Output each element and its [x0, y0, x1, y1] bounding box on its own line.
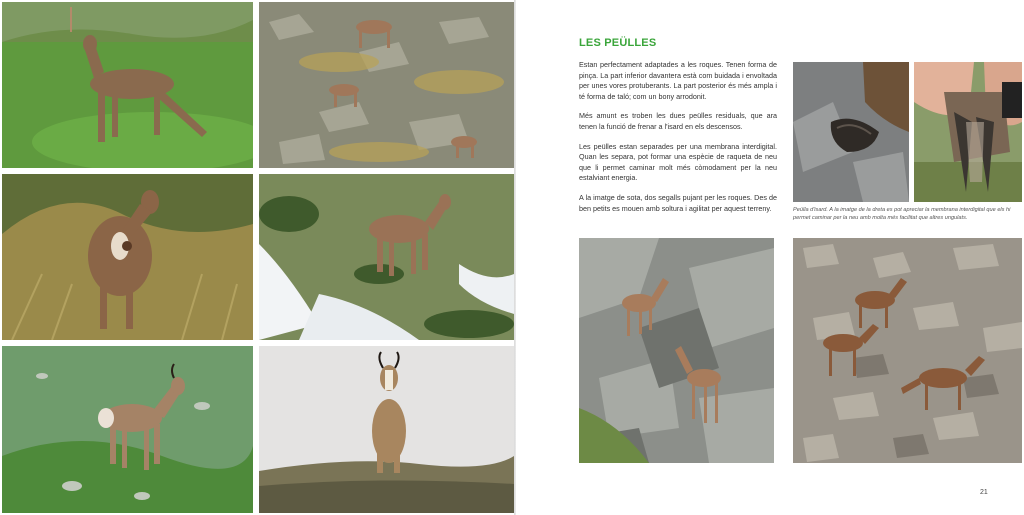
photo-chamois-snow-patch — [259, 174, 514, 340]
photo-kids-climbing-rocks — [579, 238, 774, 463]
page-number: 21 — [980, 489, 988, 496]
section-heading: LES PEÜLLES — [579, 37, 657, 49]
photo-chamois-green-hill — [2, 346, 253, 513]
photo-hoof-closeup-rock — [793, 62, 909, 202]
photo-chamois-scree-group — [793, 238, 1022, 463]
paragraph: Les peülles estan separades per una membrana interdigital. Quan les separa, pot formar una espècie de raqueta de neu que li permet caminar molt més còmodament per la neu estalviant energia. — [579, 141, 777, 183]
paragraph: Més amunt es troben les dues peülles residuals, que ara tenen la funció de frenar a l'isard en els descensos. — [579, 111, 777, 131]
photo-chamois-rocky-slope-group — [259, 2, 514, 168]
paragraph: A la imatge de sota, dos segalls pujant per les roques. Des de ben petits es mouen amb soltura i agilitat per aquest terreny. — [579, 192, 777, 213]
photo-chamois-ridge-frontal — [259, 346, 514, 513]
photo-caption: Peülla d'isard. A la imatge de la dreta es pot apreciar la membrana interdigital que els hi permet caminar per la neu amb molta més facilitat que altres ungulats. — [793, 207, 1011, 221]
photo-chamois-grass-meadow — [2, 2, 253, 168]
paragraph: Estan perfectament adaptades a les roques. Tenen forma de pinça. La part inferior davantera està com buidada i envoltada per unes vores protuberants. La part posterior és més ampla i té forma de taló; com un bony arrodonit. — [579, 60, 777, 101]
photo-chamois-dry-grass-rear — [2, 174, 253, 340]
photo-hoof-membrane-hand — [914, 62, 1022, 202]
body-text — [579, 60, 777, 223]
